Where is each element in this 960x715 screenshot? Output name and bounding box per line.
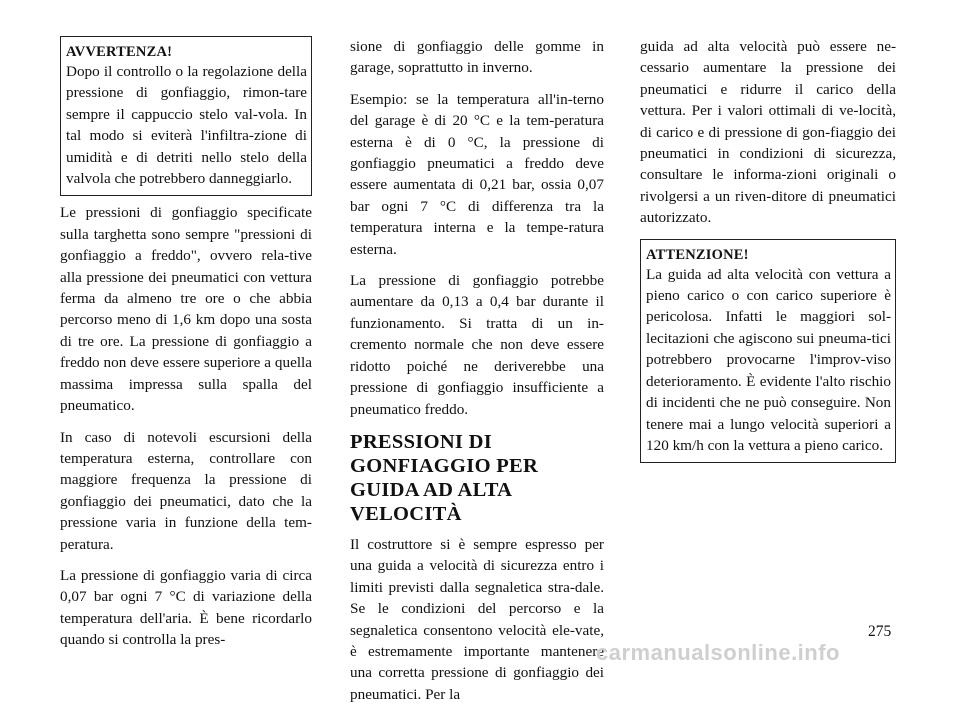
caution-text: La guida ad alta velocità con vettura a pieno carico o con carico superiore è pericolosa. Infatti le maggiori sol-lecitazioni che agiscono sui pneuma-tici potrebbero provocarne l'improv-viso deterioramento. È evidente l'alto rischio di incidenti che ne può conseguire. Non tenere mai a lungo velocità superiori a 120 km/h con la vettura a pieno carico. — [646, 265, 891, 454]
warning-title: AVVERTENZA! — [66, 44, 173, 60]
watermark: carmanualsonline.info — [596, 640, 840, 665]
column-right — [640, 36, 896, 469]
paragraph-high-speed-intro: Il costruttore si è sempre espresso per una guida a velocità di sicurezza entro i limiti previsti dalla segnaletica stra-dale. Se le condizioni del percorso e la segnaletica consentono velocità ele-vate, è estremamente importante mantenere una corretta pressione di gonfiaggio dei pneumatici. Per la — [350, 535, 604, 703]
paragraph-garage: sione di gonfiaggio delle gomme in garage, soprattutto in inverno. — [350, 38, 604, 77]
warning-text: Dopo il controllo o la regolazione della pressione di gonfiaggio, rimon-tare sempre il cappuccio stelo val-vola. In tal modo si eviterà l'infiltra-zione di umidità e di detriti nello stelo della valvola che potrebbero danneggiarlo. — [66, 63, 307, 188]
column-left — [60, 36, 312, 661]
paragraph-temperature-changes: In caso di notevoli escursioni della temperatura esterna, controllare con maggiore frequenza la pressione di gonfiaggio dei pneumatici, dato che la pressione varia in funzione della tem-peratura. — [60, 428, 312, 553]
page-number: 275 — [868, 623, 892, 640]
paragraph-cold-pressure: Le pressioni di gonfiaggio specificate sulla targhetta sono sempre "pressioni di gonfiaggio a freddo", ovvero rela-tive alla pressione dei pneumatici con vettura ferma da almeno tre ore o che abbia percorso meno di 1,6 km dopo una sosta di tre ore. La pressione di gonfiaggio a freddo non deve essere superiore a quella massima impressa sulla spalla del pneumatico. — [60, 204, 312, 415]
paragraph-operating-increase: La pressione di gonfiaggio potrebbe aumentare da 0,13 a 0,4 bar durante il funzionamento. Si tratta di un in-cremento normale che non deve essere ridotto poiché ne deriverebbe una pressione di gonfiaggio insufficiente a pneumatico freddo. — [350, 272, 604, 418]
column-middle — [350, 36, 604, 715]
section-heading: PRESSIONI DI GONFIAGGIO PER GUIDA AD ALTA VELOCITÀ — [350, 430, 539, 525]
caution-title: ATTENZIONE! — [646, 246, 749, 263]
caution-box — [640, 239, 896, 464]
paragraph-example: Esempio: se la temperatura all'in-terno del garage è di 20 °C e la tem-peratura esterna è di 0 °C, la pressione di gonfiaggio pneumatici a freddo deve essere aumentata di 0,21 bar, ossia 0,07 bar ogni 7 °C di differenza tra la temperatura interna e la tempe-ratura esterna. — [350, 90, 604, 258]
paragraph-high-speed: guida ad alta velocità può essere ne-cessario aumentare la pressione dei pneumatici e ridurre il carico della vettura. Per i valori ottimali di ve-locità, di carico e di pressione di gon-fiaggio dei pneumatici in condizioni di sicurezza, consultare le informa-zioni originali o rivolgersi a un riven-ditore di pneumatici autorizzato. — [640, 38, 896, 227]
warning-box — [60, 36, 312, 196]
paragraph-pressure-variation: La pressione di gonfiaggio varia di circa 0,07 bar ogni 7 °C di variazione della temperatura dell'aria. È bene ricordarlo quando si controlla la pres- — [60, 566, 312, 649]
